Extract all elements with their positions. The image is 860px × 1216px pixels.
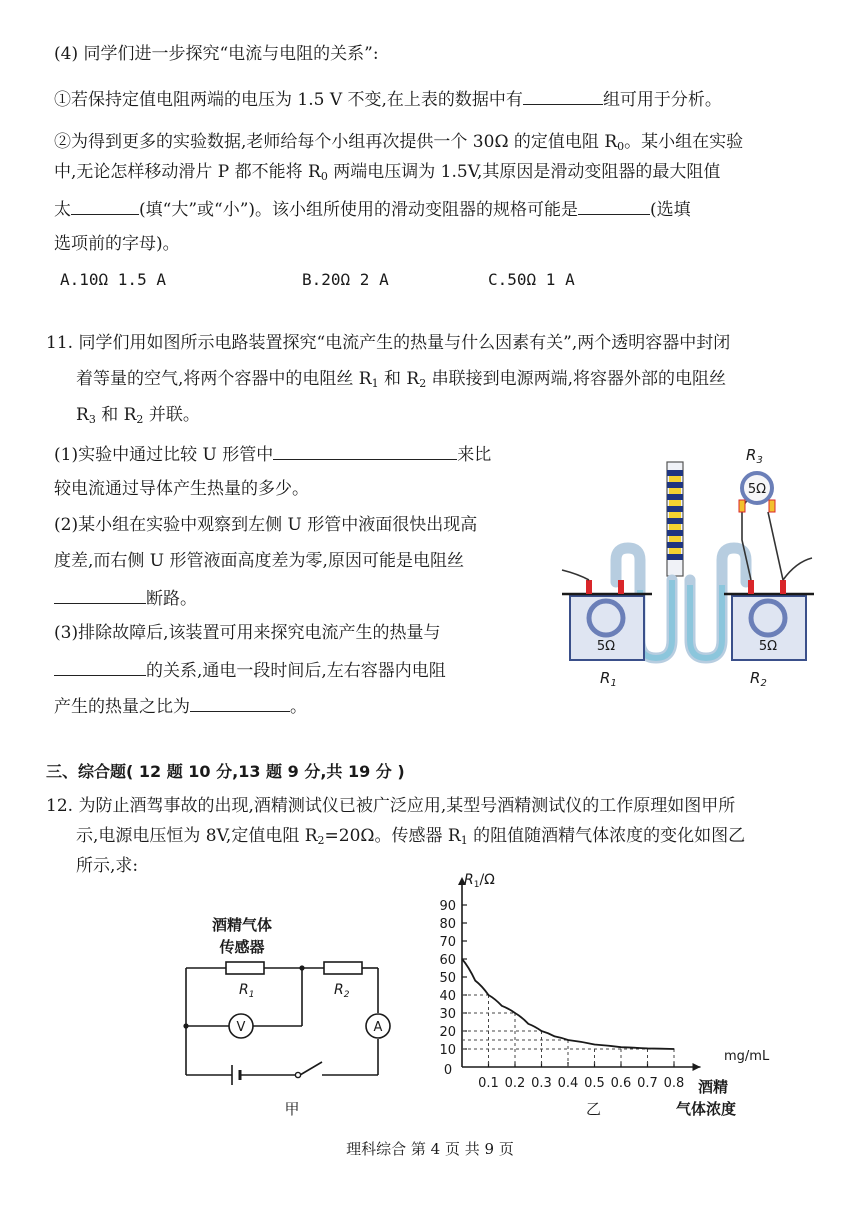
q11-p1-line2: 较电流通过导体产生热量的多少。: [54, 479, 309, 499]
q11-p3-blank-ratio[interactable]: [190, 693, 290, 712]
x-tick-label: 0.3: [531, 1076, 552, 1091]
q10-sub2-text-3c: (选填: [650, 200, 691, 220]
chart-origin-label: 0: [443, 1063, 453, 1078]
circuit-caption: 甲: [284, 1100, 300, 1118]
q11-line1: 11. 同学们用如图所示电路装置探究“电流产生的热量与什么因素有关”,两个透明容器中封闭: [46, 333, 731, 353]
q11-p3-blank-factor[interactable]: [54, 657, 146, 676]
q11-p1-a: (1)实验中通过比较 U 形管中: [54, 445, 274, 465]
q10-sub1-blank[interactable]: [523, 86, 603, 105]
q11-p2-blank[interactable]: [54, 585, 146, 604]
q12-line2-sub2: 1: [460, 834, 468, 847]
q11-line2: [76, 367, 726, 396]
y-tick-label: 40: [439, 989, 456, 1004]
curve-point: [620, 1047, 621, 1048]
curve-point: [567, 1039, 568, 1040]
q11-p3-d: 。: [290, 697, 307, 717]
q10-sub2-text-3b: (填“大”或“小”)。该小组所使用的滑动变阻器的规格可能是: [139, 200, 579, 220]
curve-point: [488, 994, 489, 995]
q10-part4-intro: (4) 同学们进一步探究“电流与电阻的关系”:: [54, 44, 379, 64]
x-tick-label: 0.8: [663, 1076, 685, 1091]
q10-option-b: B.20Ω 2 A: [302, 270, 389, 289]
junction-dot-top: [299, 965, 304, 970]
r3-value: 5Ω: [747, 482, 767, 497]
q10-sub2-blank-spec[interactable]: [578, 196, 650, 215]
q11-line2-sub2: 2: [419, 377, 427, 390]
q11-line3-sub2: 2: [136, 413, 144, 426]
q10-sub1-text-b: 组可用于分析。: [602, 90, 722, 110]
voltmeter-label: V: [236, 1020, 246, 1035]
r3-clip-left: [739, 500, 745, 512]
x-tick-label: 0.2: [504, 1076, 526, 1091]
curve-point: [554, 1036, 555, 1037]
curve-point: [594, 1044, 595, 1045]
left-terminal-2: [618, 580, 624, 594]
r1-label: $R_1$: [600, 669, 617, 689]
r3-wire-right: [768, 512, 783, 580]
q12-line2-b: =20Ω。传感器 R: [324, 826, 461, 846]
q10-sub2-sub-2: 0: [320, 170, 328, 183]
q11-p3-line2: [54, 657, 446, 683]
y-tick-label: 20: [439, 1025, 456, 1040]
y-tick-label: 90: [439, 899, 456, 914]
r3-clip-right: [769, 500, 775, 512]
curve-point: [647, 1048, 648, 1049]
q11-p2-line2: 度差,而右侧 U 形管液面高度差为零,原因可能是电阻丝: [54, 551, 464, 571]
q10-sub2-text-1: ②为得到更多的实验数据,老师给每个小组再次提供一个 30Ω 的定值电阻 R: [54, 132, 618, 152]
curve-point: [673, 1048, 674, 1049]
r3-label: $R_3$: [746, 446, 763, 466]
q10-sub2-text-2a: 中,无论怎样移动滑片 P 都不能将 R: [54, 162, 321, 182]
q11-line3-c: 并联。: [143, 405, 200, 425]
q11-line3-b: 和 R: [95, 405, 137, 425]
q10-part4-sub1: [54, 86, 722, 112]
q11-p3-line3: [54, 693, 307, 719]
q11-p2-line3: [54, 585, 197, 611]
q11-line2-sub1: 1: [371, 377, 379, 390]
section3-heading: 三、综合题( 12 题 10 分,13 题 9 分,共 19 分 ): [46, 762, 405, 781]
right-lead-wire: [783, 558, 812, 580]
q12-line2-sub: 2: [317, 834, 325, 847]
q11-line3: [76, 403, 200, 432]
q12-line1: 12. 为防止酒驾事故的出现,酒精测试仪已被广泛应用,某型号酒精测试仪的工作原理如图甲所: [46, 796, 736, 816]
q10-part4-sub2-line4: 选项前的字母)。: [54, 234, 180, 254]
right-container-value: 5Ω: [758, 639, 778, 654]
circuit-wires: [186, 968, 378, 1075]
r1-resistor: [226, 962, 264, 974]
q11-p1-blank[interactable]: [273, 441, 457, 460]
q11-line2-c: 串联接到电源两端,将容器外部的电阻丝: [426, 369, 727, 389]
x-tick-label: 0.5: [584, 1076, 605, 1091]
q10-part4-sub2-line3: [54, 196, 691, 222]
y-tick-label: 10: [439, 1043, 456, 1058]
q10-sub2-sub-1: 0: [617, 140, 625, 153]
chart-ylabel: $R_1/\Omega$: [464, 872, 495, 890]
junction-dot-left: [183, 1023, 188, 1028]
q11-p3-c: 产生的热量之比为: [54, 697, 190, 717]
q11-line2-b: 和 R: [378, 369, 420, 389]
chart-caption: 乙: [586, 1100, 602, 1118]
q11-p1-b: 来比: [457, 445, 492, 465]
q10-option-c: C.50Ω 1 A: [488, 270, 575, 289]
y-tick-label: 60: [439, 953, 456, 968]
q10-option-a: A.10Ω 1.5 A: [60, 270, 166, 289]
q11-p3-line1: (3)排除故障后,该装置可用来探究电流产生的热量与: [54, 623, 441, 643]
x-tick-label: 0.4: [557, 1076, 579, 1091]
chart-xlabel-1: 酒精: [698, 1078, 729, 1096]
r2-resistor: [324, 962, 362, 974]
chart-x-unit: mg/mL: [724, 1049, 770, 1064]
circuit-figure: [176, 910, 394, 1120]
q10-part4-sub2-line2: [54, 160, 720, 189]
alcohol-resistance-chart: [416, 862, 792, 1120]
switch-contact: [295, 1072, 300, 1077]
q11-p1-line1: [54, 441, 491, 467]
q11-line3-a: R: [76, 405, 89, 425]
x-tick-label: 0.7: [637, 1076, 658, 1091]
circuit-r1-label: $R_1$: [239, 982, 255, 1000]
q11-p2-c: 断路。: [146, 589, 197, 609]
curve-point: [501, 1005, 502, 1006]
curve-point: [461, 958, 462, 959]
y-tick-label: 30: [439, 1007, 456, 1022]
sensor-label-1: 酒精气体: [211, 916, 273, 934]
x-tick-label: 0.6: [610, 1076, 632, 1091]
q12-line2-c: 的阻值随酒精气体浓度的变化如图乙: [467, 826, 746, 846]
q10-sub2-text-2b: 两端电压调为 1.5V,其原因是滑动变阻器的最大阻值: [327, 162, 721, 182]
sensor-label-2: 传感器: [219, 938, 265, 956]
curve-point: [541, 1030, 542, 1031]
q10-part4-sub2-line1: [54, 130, 743, 159]
page-footer: 理科综合 第 4 页 共 9 页: [346, 1140, 514, 1158]
q10-sub1-text-a: ①若保持定值电阻两端的电压为 1.5 V 不变,在上表的数据中有: [54, 90, 523, 110]
q11-line2-a: 着等量的空气,将两个容器中的电阻丝 R: [76, 369, 372, 389]
left-lead-wire: [562, 570, 589, 580]
q10-sub2-text-1-end: 。某小组在实验: [624, 132, 744, 152]
curve-point: [528, 1023, 529, 1024]
q11-line3-sub1: 3: [88, 413, 96, 426]
q11-p2-line1: (2)某小组在实验中观察到左侧 U 形管中液面很快出现高: [54, 515, 478, 535]
left-container-value: 5Ω: [596, 639, 616, 654]
x-tick-label: 0.1: [478, 1076, 499, 1091]
q12-line2-a: 示,电源电压恒为 8V,定值电阻 R: [76, 826, 318, 846]
chart-xlabel-2: 气体浓度: [676, 1100, 737, 1118]
y-tick-label: 80: [439, 917, 456, 932]
left-terminal-1: [586, 580, 592, 594]
q11-p3-b: 的关系,通电一段时间后,左右容器内电阻: [146, 661, 446, 681]
right-terminal-1: [748, 580, 754, 594]
y-tick-label: 70: [439, 935, 456, 950]
q12-line3: 所示,求:: [76, 856, 139, 876]
x-axis-arrow: [693, 1063, 701, 1071]
q10-sub2-blank-size[interactable]: [71, 196, 139, 215]
ammeter-label: A: [373, 1020, 383, 1035]
curve-point: [475, 980, 476, 981]
q10-sub2-text-3a: 太: [54, 200, 71, 220]
circuit-r2-label: $R_2$: [334, 982, 350, 1000]
q12-line2: [76, 824, 745, 853]
r2-label: $R_2$: [750, 669, 767, 689]
curve-point: [514, 1012, 515, 1013]
y-tick-label: 50: [439, 971, 456, 986]
resistance-curve: [462, 959, 674, 1049]
right-terminal-2: [780, 580, 786, 594]
heating-apparatus-figure: [556, 440, 816, 696]
